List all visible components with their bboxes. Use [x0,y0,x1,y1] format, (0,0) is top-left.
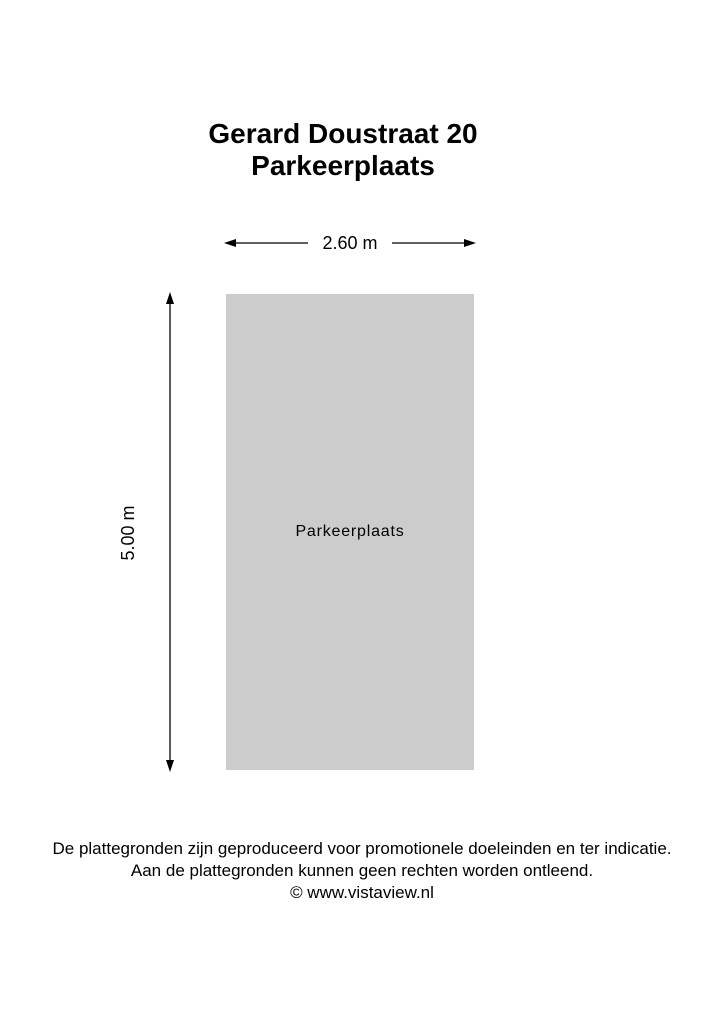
height-dimension-label: 5.00 m [117,491,139,575]
copyright-line: © www.vistaview.nl [290,883,434,902]
width-dimension-label: 2.60 m [308,232,392,254]
disclaimer [0,838,724,904]
space-title: Parkeerplaats [251,150,435,181]
disclaimer-line-1: De plattegronden zijn geproduceerd voor promotionele doeleinden en ter indicatie. [52,839,672,858]
disclaimer-line-2: Aan de plattegronden kunnen geen rechten worden ontleend. [130,861,594,880]
height-dimension-arrow [166,292,174,772]
parking-space-label: Parkeerplaats [295,523,405,540]
address-title: Gerard Doustraat 20 [208,118,478,149]
